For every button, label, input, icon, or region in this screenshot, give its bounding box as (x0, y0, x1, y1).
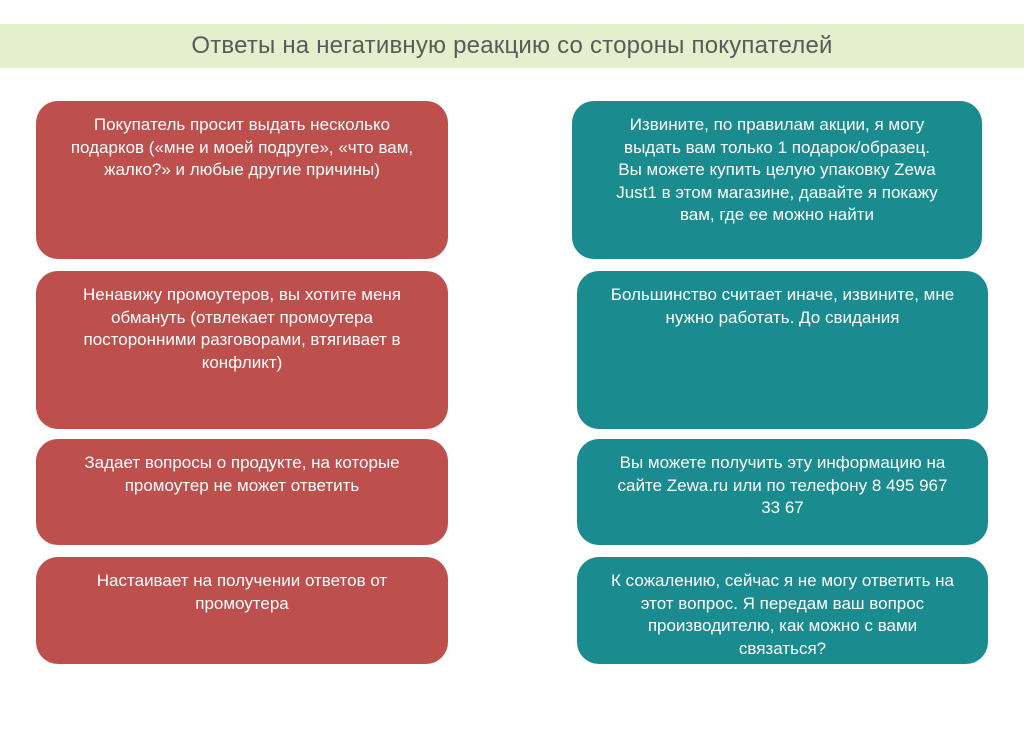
objection-box-1: Покупатель просит выдать несколько подарков («мне и моей подруге», «что вам, жалко?» и любые другие причины) (36, 101, 448, 259)
objection-box-4: Настаивает на получении ответов от промоутера (36, 557, 448, 664)
response-box-1: Извините, по правилам акции, я могу выдать вам только 1 подарок/образец. Вы можете купить целую упаковку Zewa Just1 в этом магазине, давайте я покажу вам, где ее можно найти (572, 101, 982, 259)
objection-box-2: Ненавижу промоутеров, вы хотите меня обмануть (отвлекает промоутера посторонними разговорами, втягивает в конфликт) (36, 271, 448, 429)
response-box-3: Вы можете получить эту информацию на сайте Zewa.ru или по телефону 8 495 967 33 67 (577, 439, 988, 545)
response-box-2: Большинство считает иначе, извините, мне нужно работать. До свидания (577, 271, 988, 429)
response-box-4: К сожалению, сейчас я не могу ответить на этот вопрос. Я передам ваш вопрос производителю, как можно с вами связаться? (577, 557, 988, 664)
page-title: Ответы на негативную реакцию со стороны покупателей (191, 32, 833, 59)
title-bar (0, 24, 1024, 68)
objection-box-3: Задает вопросы о продукте, на которые промоутер не может ответить (36, 439, 448, 545)
